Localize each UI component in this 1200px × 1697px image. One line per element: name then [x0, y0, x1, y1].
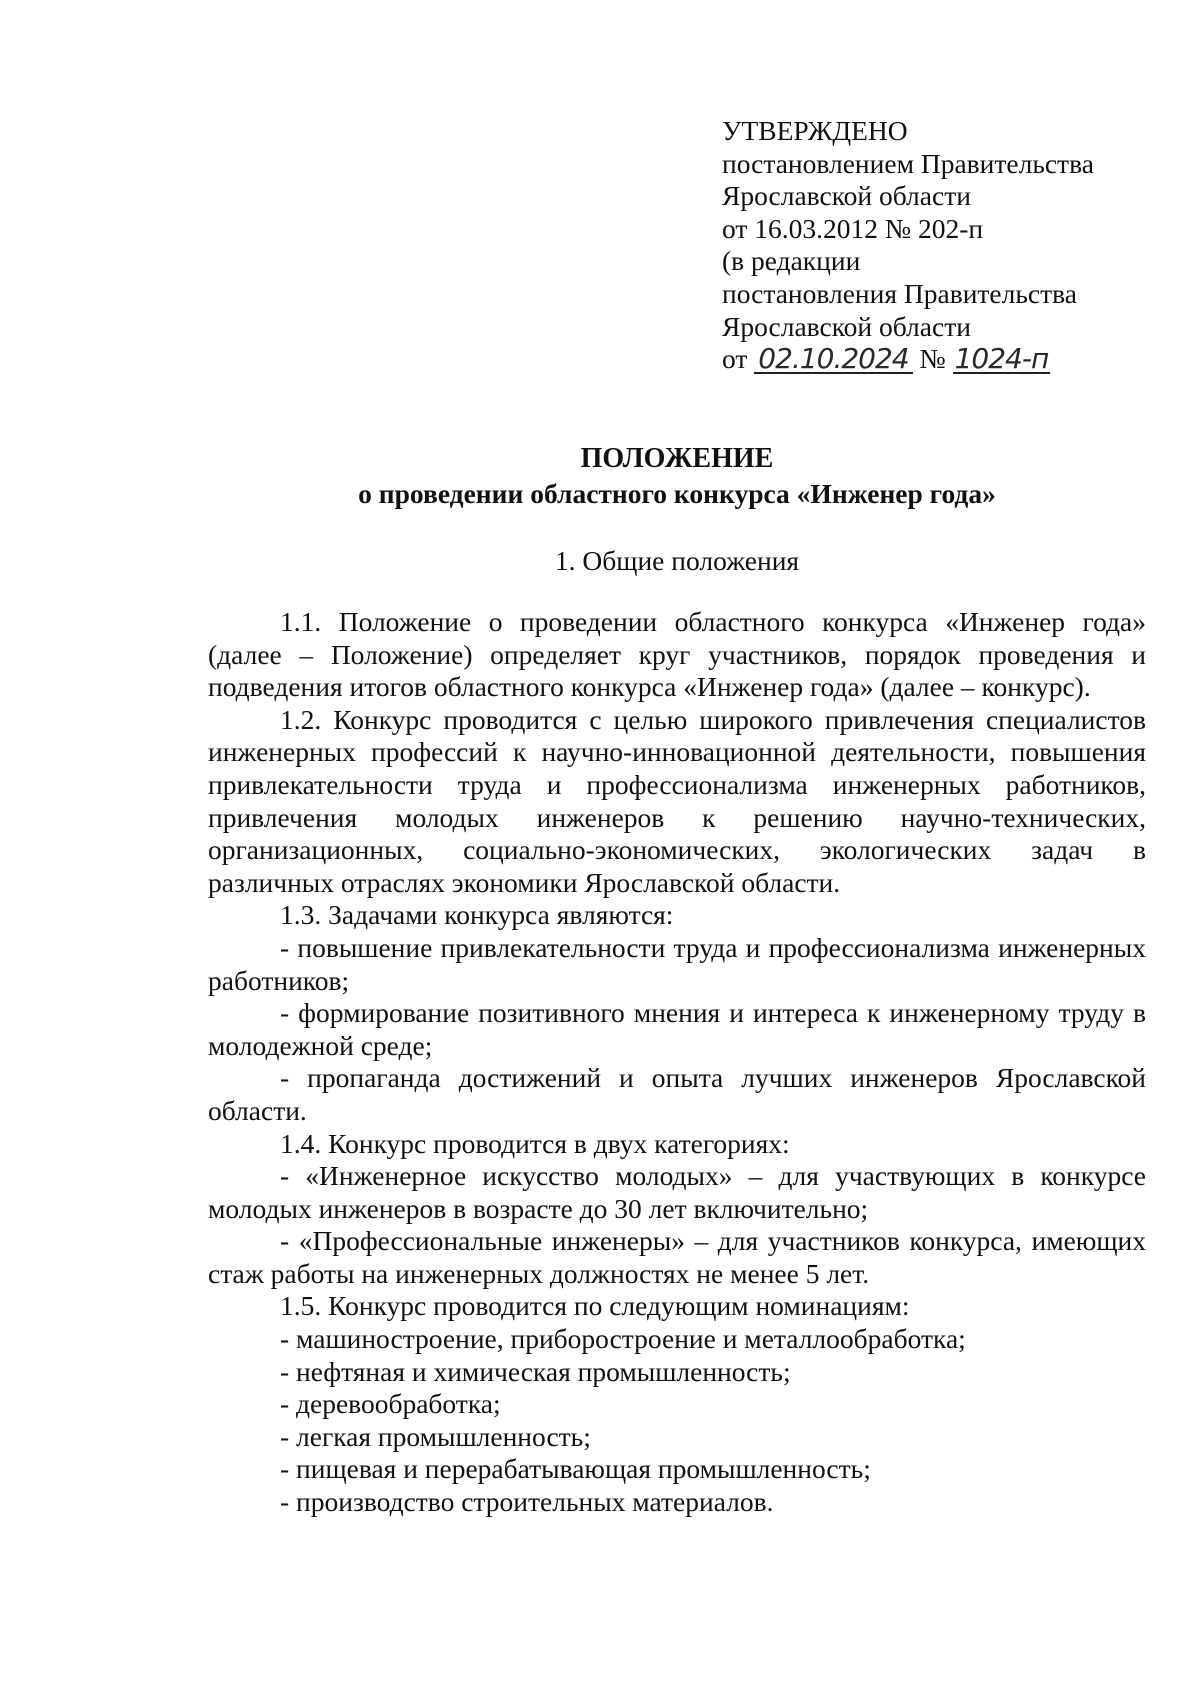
approval-heading: УТВЕРЖДЕНО: [722, 115, 908, 146]
handwritten-number: 1024-п: [954, 342, 1049, 376]
paragraph-1-4: 1.4. Конкурс проводится в двух категориях:: [280, 1127, 790, 1159]
approval-line-7: [722, 343, 1162, 376]
paragraph-1-5: 1.5. Конкурс проводится по следующим номинациям:: [280, 1290, 910, 1322]
number-sign: №: [919, 343, 946, 375]
list-item: - машиностроение, приборостроение и металлообработка;: [280, 1323, 966, 1355]
approval-line-4: (в редакции: [722, 245, 861, 277]
approval-line-3: от 16.03.2012 № 202-п: [722, 212, 984, 244]
list-item: - деревообработка;: [280, 1388, 501, 1420]
list-item: - пищевая и перерабатывающая промышленность;: [280, 1453, 871, 1485]
paragraph-1-1: 1.1. Положение о проведении областного конкурса «Инженер года» (далее – Положение) определяет круг участников, порядок проведения и подведения итогов областного конкурса «Инженер года» (далее – конкурс).: [208, 606, 1146, 703]
approval-line-2: Ярославской области: [722, 180, 971, 212]
document-body: [208, 606, 1146, 1519]
approval-prefix-ot: от: [722, 343, 748, 375]
paragraph-1-2: 1.2. Конкурс проводится с целью широкого привлечения специалистов инженерных профессий к научно-инновационной деятельности, повышения привлекательности труда и профессионализма инженерных работников, привлечения молодых инженеров к решению научно-технических, организационных, социально-экономических, экологических задач в различных отраслях экономики Ярославской области.: [208, 703, 1146, 898]
list-item: - повышение привлекательности труда и профессионализма инженерных работников;: [208, 931, 1146, 996]
approval-stamp-block: [722, 115, 1162, 376]
list-item: - пропаганда достижений и опыта лучших инженеров Ярославской области.: [208, 1062, 1146, 1126]
approval-line-5: постановления Правительства: [722, 277, 1077, 309]
document-subtitle: о проведении областного конкурса «Инженер года»: [358, 478, 996, 509]
list-item: - «Профессиональные инженеры» – для участников конкурса, имеющих стаж работы на инженерных должностях не менее 5 лет.: [208, 1225, 1146, 1289]
list-item: - «Инженерное искусство молодых» – для участвующих в конкурсе молодых инженеров в возрасте до 30 лет включительно;: [208, 1160, 1146, 1224]
approval-line-1: постановлением Правительства: [722, 147, 1094, 179]
document-title: ПОЛОЖЕНИЕ: [580, 443, 774, 474]
list-item: - нефтяная и химическая промышленность;: [280, 1355, 791, 1387]
paragraph-1-3: 1.3. Задачами конкурса являются:: [280, 899, 674, 931]
list-item: - производство строительных материалов.: [280, 1486, 774, 1518]
section-heading: 1. Общие положения: [554, 545, 800, 576]
approval-line-6: Ярославской области: [722, 310, 971, 342]
list-item: - легкая промышленность;: [280, 1420, 591, 1452]
handwritten-date: 02.10.2024: [754, 346, 912, 374]
list-item: - формирование позитивного мнения и интереса к инженерному труду в молодежной среде;: [208, 997, 1146, 1061]
